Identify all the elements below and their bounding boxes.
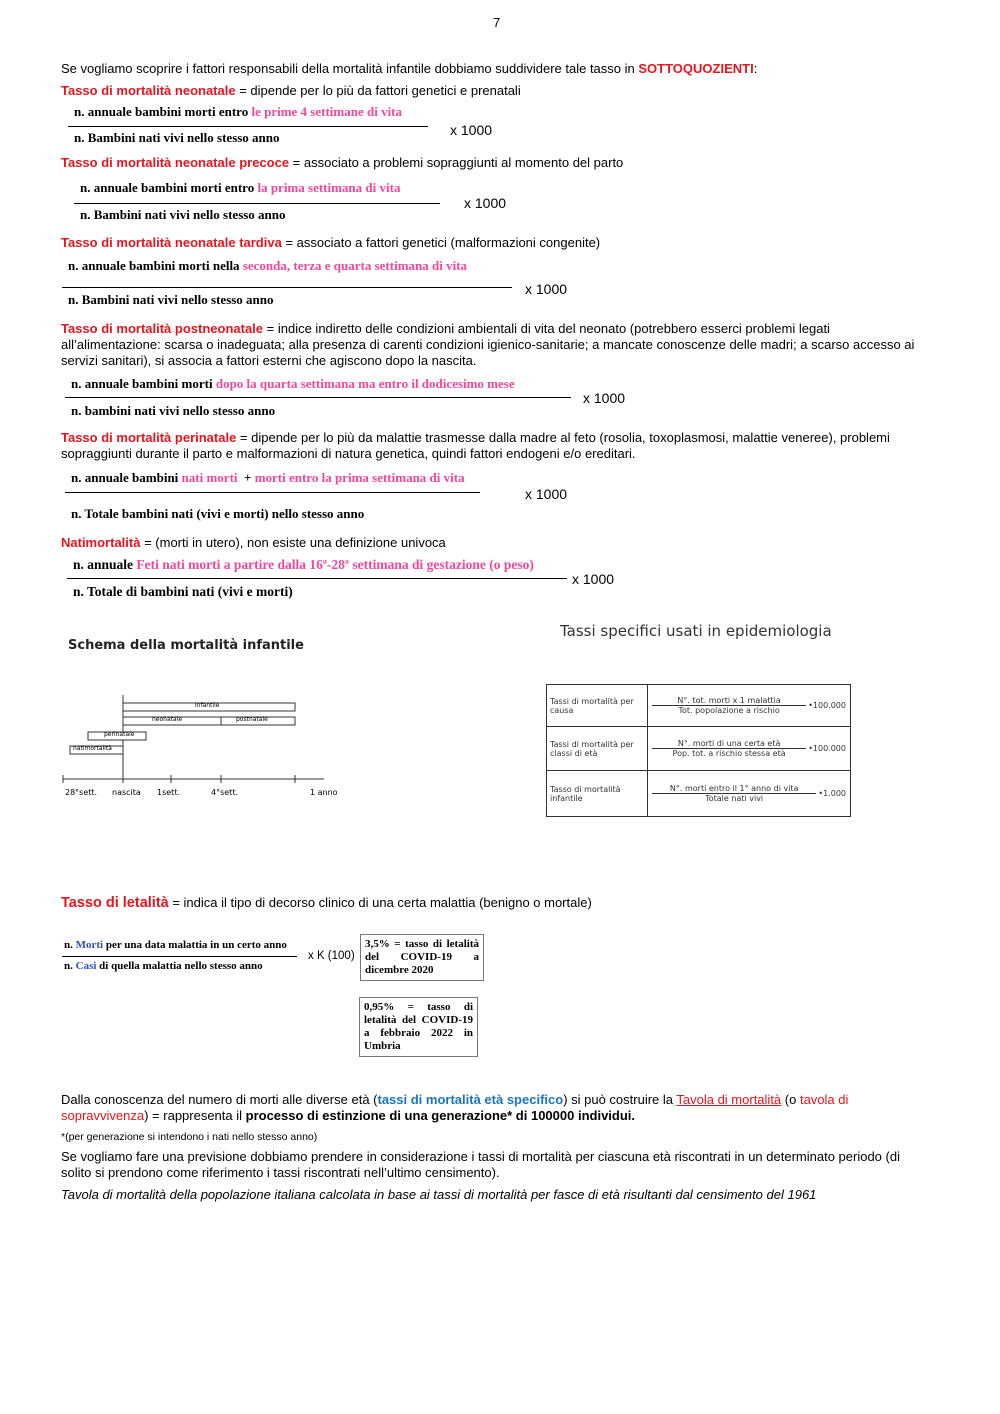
multiplier: x 1000 (525, 281, 568, 297)
rate-desc: = dipende per lo più da fattori genetici e prenatali (235, 83, 521, 98)
multiplier: x 1000 (583, 390, 626, 406)
footnote: *(per generazione si intendono i nati nello stesso anno) (61, 1131, 318, 1143)
tavola-caption: Tavola di mortalità della popolazione italiana calcolata in base ai tassi di mortalità per fasce di età risultanti dal censimento del 1961 (61, 1187, 817, 1202)
rate-formula: N°. tot. morti x 1 malattia Tot. popolazione a rischio •100.000 (648, 685, 851, 727)
letalita-denominator: n. Casi di quella malattia nello stesso anno (64, 960, 263, 972)
letalita-title: Tasso di letalità (61, 895, 169, 911)
fraction-line (62, 956, 297, 957)
rate-desc: = dipende per lo più da malattie trasmesse dalla madre al feto (rosolia, toxoplasmosi, malattie veneree), problemi sopraggiunti durante il parto e malformazioni di natura genetica, quindi fattori endogeni e/o ereditari. (61, 430, 890, 461)
intro-highlight: SOTTOQUOZIENTI (638, 61, 754, 76)
rate-heading-neonatale-precoce (61, 155, 941, 171)
formula-denominator: n. Bambini nati vivi nello stesso anno (68, 292, 274, 307)
previsione-paragraph: Se vogliamo fare una previsione dobbiamo prendere in considerazione i tassi di mortalità per ciascuna età riscontrati in un determinato periodo (di solito si prendono come riferimento i tassi riscontrati nell’ultimo censimento). (61, 1149, 900, 1180)
multiplier: x 1000 (525, 486, 568, 502)
formula-numerator: n. annuale bambini nati morti + morti entro la prima settimana di vita (71, 470, 465, 485)
letalita-numerator: n. Morti per una data malattia in un certo anno (64, 939, 287, 951)
bar-label-neonatale: neonatale (152, 716, 183, 723)
covid-letalita-box-2020: 3,5% = tasso di letalità del COVID-19 a dicembre 2020 (360, 934, 484, 981)
rate-title: Tasso di mortalità neonatale tardiva (61, 235, 282, 250)
rate-name: Tassi di mortalità per causa (547, 685, 648, 727)
tavola-paragraph: Dalla conoscenza del numero di morti alle diverse età (tassi di mortalità età specifico) si può costruire la Tavola di mortalità (o tavola di sopravvivenza) = rappresenta il processo di estinzione di una generazione* di 100000 individui. (61, 1092, 849, 1123)
formula-numerator: n. annuale bambini morti entro le prime 4 settimane di vita (74, 104, 403, 119)
formula-numerator: n. annuale bambini morti nella seconda, terza e quarta settimana di vita (68, 258, 468, 273)
rate-title: Tasso di mortalità neonatale precoce (61, 155, 290, 170)
rate-desc: = associato a fattori genetici (malformazioni congenite) (281, 235, 601, 250)
tick-label: 1 anno (310, 788, 338, 797)
rate-heading-natimortalita (61, 535, 941, 551)
rate-desc: = indice indiretto delle condizioni ambientali di vita del neonato (potrebbero esserci problemi legati all’alimentazione: scarsa o inadeguata; alla presenza di carenti condizioni igienico-sanitarie; a mancate conoscenze delle madri; a scarso accesso ai servizi sanitari), si associa a fattori esterni che agiscono dopo la nascita. (61, 321, 915, 368)
formula-numerator: n. annuale bambini morti dopo la quarta settimana ma entro il dodicesimo mese (71, 376, 515, 391)
schema-svg (60, 630, 345, 808)
fraction-line (65, 397, 571, 398)
rate-heading-neonatale-tardiva (61, 235, 941, 251)
bar-label-natimortalita: natimortalità (73, 745, 112, 752)
formula-numerator: n. annuale Feti nati morti a partire dalla 16ª-28ª settimana di gestazione (o peso) (73, 557, 534, 572)
formula-denominator: n. bambini nati vivi nello stesso anno (71, 403, 276, 418)
tick-label: 1sett. (157, 788, 180, 797)
rate-desc: = associato a problemi sopraggiunti al momento del parto (289, 155, 624, 170)
fraction-line (68, 126, 428, 127)
formula-denominator: n. Totale bambini nati (vivi e morti) nello stesso anno (71, 506, 365, 521)
rate-name: Tassi di mortalità per classi di età (547, 727, 648, 771)
rate-title: Natimortalità (61, 535, 141, 550)
rate-name: Tasso di mortalità infantile (547, 771, 648, 817)
rate-title: Tasso di mortalità perinatale (61, 430, 237, 445)
fraction-line (65, 492, 480, 493)
multiplier: x 1000 (464, 195, 507, 211)
covid-letalita-box-2022: 0,95% = tasso di letalità del COVID-19 a febbraio 2022 in Umbria (359, 997, 478, 1057)
fraction-line (67, 578, 567, 579)
fraction-line (74, 203, 440, 204)
tick-label: nascita (112, 788, 141, 797)
formula-denominator: n. Bambini nati vivi nello stesso anno (74, 130, 280, 145)
rate-heading-neonatale (61, 83, 941, 99)
rate-heading-perinatale (61, 430, 933, 462)
letalita-heading (61, 895, 941, 911)
intro-end: : (753, 61, 758, 76)
tassi-specifici-title: Tassi specifici usati in epidemiologia (560, 622, 832, 640)
bar-label-postnatale: postnatale (236, 716, 268, 723)
intro-paragraph (61, 61, 941, 77)
bar-label-perinatale: perinatale (104, 731, 135, 738)
letalita-desc: = indica il tipo di decorso clinico di una certa malattia (benigno o mortale) (168, 895, 592, 910)
fraction-line (62, 287, 512, 288)
formula-denominator: n. Bambini nati vivi nello stesso anno (80, 207, 286, 222)
tick-label: 28°sett. (65, 788, 98, 797)
intro-text: Se vogliamo scoprire i fattori responsabili della mortalità infantile dobbiamo suddividere tale tasso in (61, 61, 639, 76)
tavola-mortalita-link[interactable]: Tavola di mortalità (676, 1092, 782, 1107)
multiplier: x 1000 (572, 571, 615, 587)
multiplier: x 1000 (450, 122, 493, 138)
bar-label-infantile: infantile (195, 702, 220, 709)
letalita-multiplier: x K (100) (308, 950, 355, 962)
schema-title: Schema della mortalità infantile (68, 638, 304, 653)
rate-desc: = (morti in utero), non esiste una definizione univoca (140, 535, 446, 550)
formula-numerator: n. annuale bambini morti entro la prima settimana di vita (80, 180, 401, 195)
rate-title: Tasso di mortalità neonatale (61, 83, 236, 98)
schema-diagram (60, 630, 345, 808)
rate-title: Tasso di mortalità postneonatale (61, 321, 264, 336)
formula-denominator: n. Totale di bambini nati (vivi e morti) (73, 584, 293, 599)
rate-heading-postneonatale (61, 321, 933, 369)
rate-formula: N°. morti di una certa età Pop. tot. a rischio stessa età •100.000 (648, 727, 851, 771)
rate-formula: N°. morti entro il 1° anno di vita Totale nati vivi •1.000 (648, 771, 851, 817)
tick-label: 4°sett. (211, 788, 238, 797)
tassi-specifici-table (546, 684, 851, 817)
page-number: 7 (493, 15, 501, 30)
